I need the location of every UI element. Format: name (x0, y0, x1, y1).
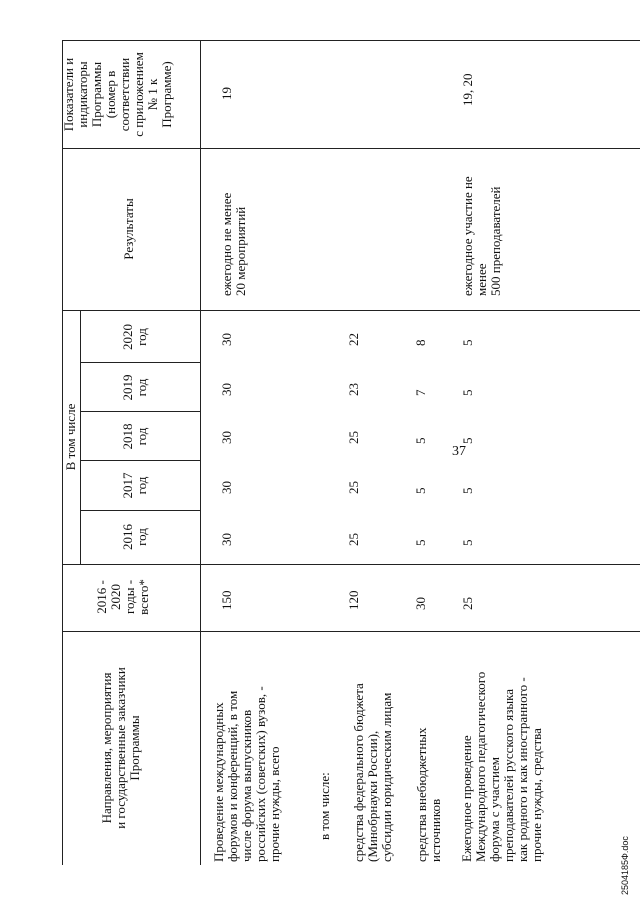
header-in-including: В том числе (63, 403, 78, 471)
row1-y2016: 30 (219, 533, 234, 546)
row5-y2016: 5 (460, 539, 475, 546)
row4-name: средства внебюджетных источников (414, 727, 443, 862)
name-col-line (62, 631, 640, 632)
row4-total: 30 (413, 597, 428, 610)
row5-indicators: 19, 20 (460, 73, 475, 106)
row5-y2018: 5 (460, 437, 475, 444)
row3-y2018: 25 (346, 431, 361, 444)
header-year-2019: 2019 год (120, 374, 149, 401)
row4-y2019: 7 (413, 389, 428, 396)
row1-y2019: 30 (219, 383, 234, 396)
header-year-2020: 2020 год (120, 324, 149, 350)
row3-y2016: 25 (346, 533, 361, 546)
row3-total: 120 (346, 590, 361, 610)
year-2017-line (80, 460, 200, 461)
row2-name: в том числе: (317, 772, 332, 840)
header-year-2016: 2016 год (120, 524, 149, 550)
year-2019-line (80, 362, 200, 363)
row1-y2020: 30 (219, 333, 234, 346)
row5-total: 25 (460, 597, 475, 610)
row1-total: 150 (219, 590, 234, 610)
row4-y2018: 5 (413, 437, 428, 444)
table-top-border (62, 40, 640, 41)
row3-y2020: 22 (346, 333, 361, 346)
header-year-2017: 2017 год (120, 472, 149, 499)
row5-results: ежегодное участие не менее 500 преподавателей (460, 176, 503, 296)
row4-y2020: 8 (413, 339, 428, 346)
header-results: Результаты (121, 198, 136, 260)
years-subheader-line (80, 310, 81, 564)
indicators-col-line (62, 148, 640, 149)
row4-y2017: 5 (413, 487, 428, 494)
results-col-line (62, 310, 640, 311)
row5-y2017: 5 (460, 487, 475, 494)
total-col-line (62, 564, 640, 565)
row1-y2017: 30 (219, 481, 234, 494)
row5-y2019: 5 (460, 389, 475, 396)
footer-filename: 2504185Ф.doc (620, 836, 630, 895)
row1-y2018: 30 (219, 431, 234, 444)
header-directions: Направления, мероприятия и государственные заказчики Программы (99, 667, 142, 829)
row3-y2019: 23 (346, 383, 361, 396)
year-2016-line (80, 510, 200, 511)
row1-results: ежегодно не менее 20 мероприятий (219, 192, 248, 296)
header-year-2018: 2018 год (120, 423, 149, 450)
row3-name: средства федерального бюджета (Минобрнауки России), субсидии юридическим лицам (351, 683, 394, 862)
row5-name: Ежегодное проведение Международного педагогического форума с участием преподавателей русского языка как родного и как иностранного - прочие нужды, средства (459, 671, 544, 862)
row5-y2020: 5 (460, 339, 475, 346)
header-total: 2016 - 2020 годы - всего* (94, 579, 151, 615)
row1-name: Проведение международных форумов и конференций, в том числе форума выпускников российских (советских) вузов, - прочие нужды, всего (211, 686, 282, 862)
header-divider-line (200, 40, 201, 865)
row1-indicators: 19 (219, 87, 234, 100)
year-2018-line (80, 411, 200, 412)
page-number: 37 (452, 444, 466, 459)
row3-y2017: 25 (346, 481, 361, 494)
row4-y2016: 5 (413, 539, 428, 546)
header-indicators: Показатели и индикаторы Программы (номер в соответствии с приложением № 1 к Программе) (61, 52, 174, 137)
